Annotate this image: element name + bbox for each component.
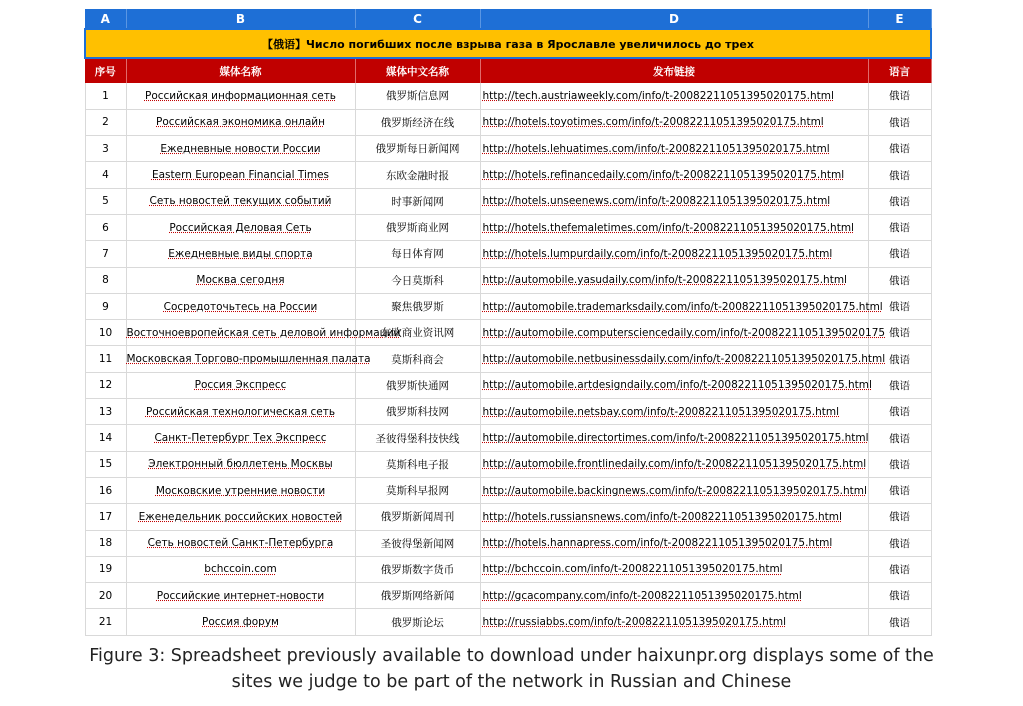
table-row: [85, 293, 931, 319]
cell-media-name-text: Российская информационная сеть: [144, 89, 336, 102]
cell-media-name[interactable]: [126, 241, 355, 267]
cell-num[interactable]: 11: [85, 346, 126, 372]
cell-num[interactable]: 2: [85, 109, 126, 135]
cell-media-cn[interactable]: 莫斯科早报网: [355, 477, 480, 503]
table-row: [85, 136, 931, 162]
cell-lang[interactable]: 俄语: [868, 399, 931, 425]
column-letter-d[interactable]: D: [480, 9, 868, 29]
header-media-cn[interactable]: 媒体中文名称: [355, 58, 480, 83]
cell-num[interactable]: 15: [85, 451, 126, 477]
cell-media-cn[interactable]: 俄罗斯商业网: [355, 214, 480, 240]
cell-link[interactable]: [480, 162, 868, 188]
cell-lang[interactable]: 俄语: [868, 346, 931, 372]
cell-media-name-text: Россия Экспресс: [194, 379, 287, 392]
cell-num[interactable]: 1: [85, 83, 126, 109]
header-lang[interactable]: 语言: [868, 58, 931, 83]
cell-media-cn[interactable]: 圣彼得堡科技快线: [355, 425, 480, 451]
column-letter-a[interactable]: A: [85, 9, 126, 29]
cell-lang[interactable]: 俄语: [868, 504, 931, 530]
cell-media-name[interactable]: [126, 556, 355, 582]
cell-lang[interactable]: 俄语: [868, 609, 931, 635]
cell-media-cn[interactable]: 聚焦俄罗斯: [355, 293, 480, 319]
cell-link[interactable]: [480, 609, 868, 635]
cell-lang[interactable]: 俄语: [868, 241, 931, 267]
cell-media-name-text: Российская технологическая сеть: [145, 405, 336, 418]
cell-lang[interactable]: 俄语: [868, 267, 931, 293]
cell-media-cn[interactable]: 俄罗斯信息网: [355, 83, 480, 109]
cell-media-name-text: Санкт-Петербург Тех Экспресс: [154, 432, 327, 444]
cell-link-text: http://automobile.yasudaily.com/info/t-20082211051395020175.html: [482, 274, 847, 287]
cell-link-text: http://automobile.artdesigndaily.com/info/t-20082211051395020175.html: [482, 379, 872, 392]
cell-link-text: http://gcacompany.com/info/t-20082211051395020175.html: [482, 589, 802, 602]
cell-media-name-text: Москва сегодня: [196, 274, 285, 287]
cell-lang[interactable]: 俄语: [868, 425, 931, 451]
cell-link[interactable]: [480, 477, 868, 503]
table-row: [85, 583, 931, 609]
cell-link[interactable]: [480, 241, 868, 267]
cell-link-text: http://hotels.hannapress.com/info/t-20082211051395020175.html: [482, 537, 833, 550]
cell-lang[interactable]: 俄语: [868, 451, 931, 477]
cell-media-name-text: Российские интернет-новости: [156, 589, 325, 602]
cell-media-cn[interactable]: 每日体育网: [355, 241, 480, 267]
cell-media-cn[interactable]: 东欧商业资讯网: [355, 320, 480, 346]
cell-link[interactable]: [480, 504, 868, 530]
cell-media-name-text: Сеть новостей текущих событий: [149, 195, 332, 208]
cell-media-name-text: bchccoin.com: [204, 563, 277, 576]
cell-link[interactable]: [480, 346, 886, 372]
table-row: [85, 241, 931, 267]
cell-lang[interactable]: 俄语: [868, 320, 931, 346]
cell-media-name[interactable]: [126, 504, 355, 530]
cell-media-cn[interactable]: 时事新闻网: [355, 188, 480, 214]
cell-media-name[interactable]: [126, 346, 371, 372]
cell-num[interactable]: 7: [85, 241, 126, 267]
cell-media-name[interactable]: [126, 109, 355, 135]
cell-num[interactable]: 20: [85, 583, 126, 609]
cell-media-name-text: Ежедневные виды спорта: [168, 247, 313, 260]
header-num[interactable]: 序号: [85, 58, 126, 83]
cell-num[interactable]: 5: [85, 188, 126, 214]
cell-link[interactable]: [480, 425, 868, 451]
cell-num[interactable]: 14: [85, 425, 126, 451]
cell-lang[interactable]: 俄语: [868, 477, 931, 503]
cell-media-name[interactable]: [126, 530, 355, 556]
cell-link[interactable]: [480, 320, 886, 346]
cell-media-cn[interactable]: 俄罗斯每日新闻网: [355, 136, 480, 162]
cell-num[interactable]: 17: [85, 504, 126, 530]
column-letter-row: [85, 9, 931, 29]
cell-media-name[interactable]: [126, 399, 355, 425]
cell-link-text: http://automobile.backingnews.com/info/t-20082211051395020175.html: [482, 484, 867, 497]
cell-link[interactable]: [480, 267, 868, 293]
cell-link[interactable]: [480, 188, 868, 214]
cell-media-cn[interactable]: 俄罗斯网络新闻: [355, 583, 480, 609]
cell-num[interactable]: 19: [85, 556, 126, 582]
caption-line-1: Figure 3: Spreadsheet previously available to download under haixunpr.org displays some of the: [89, 646, 934, 666]
table-body: [85, 83, 931, 635]
table-row: [85, 320, 931, 346]
cell-num[interactable]: 4: [85, 162, 126, 188]
cell-lang[interactable]: 俄语: [868, 556, 931, 582]
table-row: [85, 477, 931, 503]
cell-link-text: http://hotels.russiansnews.com/info/t-20082211051395020175.html: [482, 510, 842, 523]
cell-link-text: http://hotels.unseenews.com/info/t-20082211051395020175.html: [482, 195, 831, 208]
cell-media-name-text: Ежедневные новости России: [160, 142, 321, 155]
cell-lang[interactable]: 俄语: [868, 162, 931, 188]
cell-link-text: http://hotels.toyotimes.com/info/t-20082211051395020175.html: [482, 116, 824, 129]
cell-lang[interactable]: 俄语: [868, 83, 931, 109]
cell-media-name-text: Сеть новостей Санкт-Петербурга: [147, 537, 334, 550]
cell-media-name-text: Электронный бюллетень Москвы: [148, 458, 333, 471]
cell-link-text: http://hotels.lehuatimes.com/info/t-20082211051395020175.html: [482, 142, 830, 155]
table-row: [85, 399, 931, 425]
caption-line-2: sites we judge to be part of the network in Russian and Chinese: [231, 672, 792, 692]
cell-lang[interactable]: 俄语: [868, 136, 931, 162]
sheet-title[interactable]: 【俄语】Число погибших после взрыва газа в Ярославле увеличилось до трех: [85, 29, 931, 58]
cell-lang[interactable]: 俄语: [868, 214, 931, 240]
cell-link[interactable]: [480, 372, 872, 398]
cell-media-cn[interactable]: 圣彼得堡新闻网: [355, 530, 480, 556]
cell-link[interactable]: [480, 451, 868, 477]
cell-num[interactable]: 3: [85, 136, 126, 162]
cell-media-cn[interactable]: 东欧金融时报: [355, 162, 480, 188]
cell-media-name-text: Россия форум: [202, 616, 279, 629]
cell-num[interactable]: 21: [85, 609, 126, 635]
cell-link[interactable]: [480, 293, 883, 319]
table-header-row: [85, 58, 931, 83]
cell-media-name[interactable]: [126, 477, 355, 503]
spreadsheet: [84, 9, 932, 636]
table-row: [85, 83, 931, 109]
cell-media-name-text: Московские утренние новости: [155, 484, 326, 497]
cell-media-cn[interactable]: 莫斯科电子报: [355, 451, 480, 477]
table-row: [85, 451, 931, 477]
cell-media-name[interactable]: [126, 583, 355, 609]
cell-link-text: http://automobile.netsbay.com/info/t-20082211051395020175.html: [482, 405, 840, 418]
cell-link[interactable]: [480, 530, 868, 556]
cell-media-name-text: Еженедельник российских новостей: [138, 510, 343, 523]
cell-num[interactable]: 8: [85, 267, 126, 293]
table-row: [85, 109, 931, 135]
cell-media-name[interactable]: [126, 425, 355, 451]
table-row: [85, 188, 931, 214]
cell-link-text: http://automobile.directortimes.com/info/t-20082211051395020175.html: [482, 432, 869, 444]
cell-link[interactable]: [480, 214, 868, 240]
table-row: [85, 372, 931, 398]
cell-media-name[interactable]: [126, 609, 355, 635]
cell-media-cn[interactable]: 俄罗斯论坛: [355, 609, 480, 635]
cell-media-name[interactable]: [126, 214, 355, 240]
cell-media-cn[interactable]: 俄罗斯快通网: [355, 372, 480, 398]
cell-lang[interactable]: 俄语: [868, 583, 931, 609]
cell-media-name[interactable]: [126, 136, 355, 162]
cell-media-name[interactable]: [126, 451, 355, 477]
cell-link[interactable]: [480, 399, 868, 425]
cell-media-name[interactable]: [126, 267, 355, 293]
cell-media-cn[interactable]: 俄罗斯经济在线: [355, 109, 480, 135]
cell-num[interactable]: 6: [85, 214, 126, 240]
sheet-title-row: [85, 29, 931, 58]
cell-num[interactable]: 9: [85, 293, 126, 319]
cell-media-name-text: Eastern European Financial Times: [151, 169, 330, 182]
cell-media-name-text: Российская Деловая Сеть: [169, 221, 312, 234]
header-media[interactable]: 媒体名称: [126, 58, 355, 83]
cell-media-name-text: Российская экономика онлайн: [156, 116, 325, 129]
cell-num[interactable]: 18: [85, 530, 126, 556]
column-letter-b[interactable]: B: [126, 9, 355, 29]
cell-media-name-text: Московская Торгово-промышленная палата: [126, 353, 371, 366]
cell-media-cn[interactable]: 莫斯科商会: [355, 346, 480, 372]
table-row: [85, 214, 931, 240]
cell-media-name[interactable]: [126, 162, 355, 188]
cell-media-name[interactable]: [126, 320, 401, 346]
table-row: [85, 346, 931, 372]
cell-media-cn[interactable]: 今日莫斯科: [355, 267, 480, 293]
table-row: [85, 267, 931, 293]
cell-lang[interactable]: 俄语: [868, 372, 931, 398]
table-row: [85, 425, 931, 451]
cell-media-name[interactable]: [126, 372, 355, 398]
cell-lang[interactable]: 俄语: [868, 109, 931, 135]
cell-num[interactable]: 16: [85, 477, 126, 503]
figure-caption: [0, 643, 1023, 695]
cell-link[interactable]: [480, 83, 868, 109]
cell-media-cn[interactable]: 俄罗斯数字货币: [355, 556, 480, 582]
cell-media-name[interactable]: [126, 293, 355, 319]
cell-media-name-text: Сосредоточьтесь на России: [163, 300, 318, 313]
table-row: [85, 162, 931, 188]
cell-media-cn[interactable]: 俄罗斯新闻周刊: [355, 504, 480, 530]
column-letter-c[interactable]: C: [355, 9, 480, 29]
cell-link-text: http://hotels.refinancedaily.com/info/t-20082211051395020175.html: [482, 169, 845, 182]
cell-link[interactable]: [480, 556, 868, 582]
cell-link-text: http://automobile.computersciencedaily.com/info/t-20082211051395020175: [482, 326, 886, 339]
table-row: [85, 556, 931, 582]
cell-link-text: http://automobile.trademarksdaily.com/info/t-20082211051395020175.html: [482, 300, 883, 313]
cell-link[interactable]: [480, 109, 868, 135]
cell-num[interactable]: 10: [85, 320, 126, 346]
cell-lang[interactable]: 俄语: [868, 530, 931, 556]
cell-media-name[interactable]: [126, 83, 355, 109]
cell-lang[interactable]: 俄语: [868, 188, 931, 214]
cell-num[interactable]: 13: [85, 399, 126, 425]
table-row: [85, 530, 931, 556]
cell-link-text: http://automobile.frontlinedaily.com/info/t-20082211051395020175.html: [482, 458, 867, 471]
cell-lang[interactable]: 俄语: [868, 293, 931, 319]
column-letter-e[interactable]: E: [868, 9, 931, 29]
cell-link-text: http://automobile.netbusinessdaily.com/info/t-20082211051395020175.html: [482, 353, 886, 366]
cell-link-text: http://tech.austriaweekly.com/info/t-20082211051395020175.html: [482, 89, 834, 102]
table-row: [85, 609, 931, 635]
cell-link-text: http://russiabbs.com/info/t-20082211051395020175.html: [482, 616, 787, 629]
cell-media-name-text: Восточноевропейская сеть деловой информации: [126, 326, 401, 339]
cell-link[interactable]: [480, 136, 868, 162]
cell-link[interactable]: [480, 583, 868, 609]
cell-link-text: http://hotels.lumpurdaily.com/info/t-20082211051395020175.html: [482, 247, 833, 260]
cell-media-cn[interactable]: 俄罗斯科技网: [355, 399, 480, 425]
header-link[interactable]: 发布链接: [480, 58, 868, 83]
cell-num[interactable]: 12: [85, 372, 126, 398]
cell-media-name[interactable]: [126, 188, 355, 214]
cell-link-text: http://bchccoin.com/info/t-20082211051395020175.html: [482, 563, 783, 576]
cell-link-text: http://hotels.thefemaletimes.com/info/t-20082211051395020175.html: [482, 221, 854, 234]
table-row: [85, 504, 931, 530]
